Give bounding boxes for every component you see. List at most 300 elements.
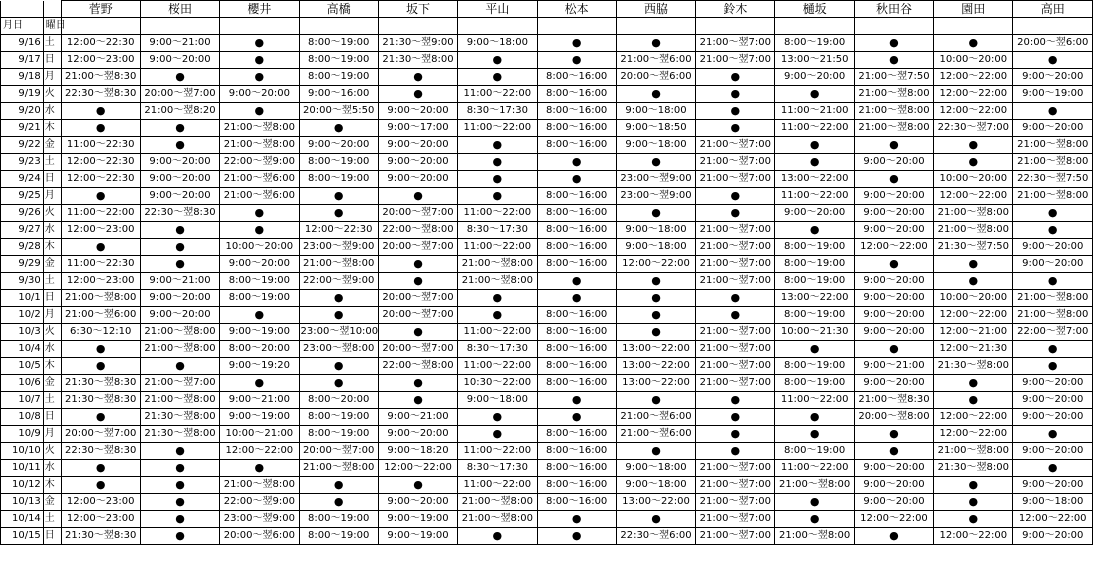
day-off-cell[interactable]: ●	[140, 358, 219, 375]
shift-time-cell[interactable]: 9:00～20:00	[854, 324, 933, 341]
shift-time-cell[interactable]: 21:00～翌7:00	[696, 494, 775, 511]
weekday-cell[interactable]: 日	[43, 171, 61, 188]
shift-time-cell[interactable]: 23:00～翌8:00	[299, 341, 378, 358]
shift-time-cell[interactable]: 12:00～22:00	[1013, 511, 1093, 528]
shift-time-cell[interactable]: 9:00～19:00	[1013, 86, 1093, 103]
empty-header-cell[interactable]	[537, 18, 616, 35]
name-header-cell[interactable]: 樋坂	[775, 1, 854, 18]
shift-time-cell[interactable]: 21:00～翌8:00	[458, 256, 537, 273]
shift-time-cell[interactable]: 22:30～翌6:00	[616, 528, 695, 545]
weekday-cell[interactable]: 金	[43, 375, 61, 392]
shift-time-cell[interactable]: 20:00～翌5:50	[299, 103, 378, 120]
weekday-cell[interactable]: 木	[43, 120, 61, 137]
day-off-cell[interactable]: ●	[378, 188, 457, 205]
shift-time-cell[interactable]: 12:00～23:00	[61, 511, 140, 528]
corner-cell[interactable]	[43, 1, 61, 18]
day-off-cell[interactable]: ●	[934, 511, 1013, 528]
date-cell[interactable]: 10/11	[1, 460, 44, 477]
shift-time-cell[interactable]: 21:00～翌7:00	[696, 154, 775, 171]
shift-time-cell[interactable]: 21:00～翌8:00	[1013, 154, 1093, 171]
shift-time-cell[interactable]: 21:00～翌7:00	[696, 460, 775, 477]
shift-time-cell[interactable]: 8:00～16:00	[537, 477, 616, 494]
shift-time-cell[interactable]: 21:00～翌8:00	[934, 205, 1013, 222]
shift-time-cell[interactable]: 21:30～翌9:00	[378, 35, 457, 52]
shift-time-cell[interactable]: 12:00～22:30	[61, 35, 140, 52]
shift-time-cell[interactable]: 12:00～23:00	[61, 494, 140, 511]
shift-time-cell[interactable]: 21:00～翌8:00	[458, 273, 537, 290]
shift-time-cell[interactable]: 9:00～20:00	[775, 205, 854, 222]
day-off-cell[interactable]: ●	[458, 188, 537, 205]
date-cell[interactable]: 9/21	[1, 120, 44, 137]
name-header-cell[interactable]: 坂下	[378, 1, 457, 18]
day-off-cell[interactable]: ●	[61, 341, 140, 358]
shift-time-cell[interactable]: 12:00～22:00	[934, 103, 1013, 120]
day-off-cell[interactable]: ●	[616, 205, 695, 222]
weekday-cell[interactable]: 金	[43, 494, 61, 511]
day-off-cell[interactable]: ●	[616, 290, 695, 307]
shift-time-cell[interactable]: 20:00～翌7:00	[378, 307, 457, 324]
date-cell[interactable]: 10/8	[1, 409, 44, 426]
day-off-cell[interactable]: ●	[934, 256, 1013, 273]
shift-time-cell[interactable]: 21:30～翌8:30	[61, 392, 140, 409]
date-cell[interactable]: 9/17	[1, 52, 44, 69]
day-off-cell[interactable]: ●	[378, 256, 457, 273]
shift-time-cell[interactable]: 21:00～翌8:00	[934, 222, 1013, 239]
name-header-cell[interactable]: 高橋	[299, 1, 378, 18]
day-off-cell[interactable]: ●	[61, 103, 140, 120]
shift-time-cell[interactable]: 11:00～22:30	[61, 256, 140, 273]
name-header-cell[interactable]: 園田	[934, 1, 1013, 18]
shift-time-cell[interactable]: 8:00～19:00	[775, 358, 854, 375]
day-off-cell[interactable]: ●	[220, 35, 299, 52]
shift-time-cell[interactable]: 6:30～12:10	[61, 324, 140, 341]
shift-time-cell[interactable]: 9:00～20:00	[854, 477, 933, 494]
shift-time-cell[interactable]: 21:00～翌6:00	[616, 426, 695, 443]
shift-time-cell[interactable]: 9:00～20:00	[140, 171, 219, 188]
empty-header-cell[interactable]	[775, 18, 854, 35]
shift-time-cell[interactable]: 9:00～20:00	[1013, 69, 1093, 86]
shift-time-cell[interactable]: 11:00～22:00	[775, 188, 854, 205]
day-off-cell[interactable]: ●	[854, 341, 933, 358]
shift-time-cell[interactable]: 9:00～20:00	[140, 290, 219, 307]
shift-time-cell[interactable]: 12:00～22:30	[61, 154, 140, 171]
shift-time-cell[interactable]: 9:00～20:00	[140, 188, 219, 205]
day-off-cell[interactable]: ●	[854, 528, 933, 545]
day-off-cell[interactable]: ●	[537, 171, 616, 188]
shift-time-cell[interactable]: 11:00～22:00	[458, 443, 537, 460]
name-header-cell[interactable]: 松本	[537, 1, 616, 18]
shift-time-cell[interactable]: 9:00～20:00	[854, 188, 933, 205]
shift-time-cell[interactable]: 21:30～翌8:30	[61, 375, 140, 392]
day-off-cell[interactable]: ●	[378, 69, 457, 86]
day-off-cell[interactable]: ●	[458, 528, 537, 545]
day-off-cell[interactable]: ●	[458, 307, 537, 324]
shift-time-cell[interactable]: 8:00～16:00	[537, 460, 616, 477]
day-off-cell[interactable]: ●	[299, 205, 378, 222]
date-cell[interactable]: 10/4	[1, 341, 44, 358]
empty-header-cell[interactable]	[220, 18, 299, 35]
shift-time-cell[interactable]: 8:00～19:00	[775, 239, 854, 256]
shift-time-cell[interactable]: 21:00～翌8:00	[775, 477, 854, 494]
shift-time-cell[interactable]: 8:00～16:00	[537, 375, 616, 392]
day-off-cell[interactable]: ●	[616, 273, 695, 290]
shift-time-cell[interactable]: 21:00～翌8:20	[140, 103, 219, 120]
shift-time-cell[interactable]: 12:00～22:00	[934, 188, 1013, 205]
shift-time-cell[interactable]: 9:00～20:00	[140, 52, 219, 69]
shift-time-cell[interactable]: 21:00～翌7:00	[696, 137, 775, 154]
shift-time-cell[interactable]: 9:00～19:20	[220, 358, 299, 375]
empty-header-cell[interactable]	[378, 18, 457, 35]
shift-time-cell[interactable]: 8:00～20:00	[299, 392, 378, 409]
name-header-cell[interactable]: 西脇	[616, 1, 695, 18]
day-off-cell[interactable]: ●	[140, 460, 219, 477]
shift-time-cell[interactable]: 13:00～22:00	[775, 171, 854, 188]
shift-time-cell[interactable]: 12:00～23:00	[61, 222, 140, 239]
day-off-cell[interactable]: ●	[220, 222, 299, 239]
shift-time-cell[interactable]: 21:00～翌7:00	[696, 256, 775, 273]
shift-time-cell[interactable]: 9:00～20:00	[1013, 120, 1093, 137]
shift-time-cell[interactable]: 20:00～翌7:00	[140, 86, 219, 103]
shift-time-cell[interactable]: 12:00～22:00	[854, 239, 933, 256]
shift-time-cell[interactable]: 21:00～翌8:00	[1013, 290, 1093, 307]
day-off-cell[interactable]: ●	[140, 69, 219, 86]
empty-header-cell[interactable]	[934, 18, 1013, 35]
date-cell[interactable]: 10/9	[1, 426, 44, 443]
shift-time-cell[interactable]: 10:00～21:30	[775, 324, 854, 341]
shift-time-cell[interactable]: 8:00～16:00	[537, 358, 616, 375]
day-off-cell[interactable]: ●	[854, 137, 933, 154]
shift-time-cell[interactable]: 22:30～翌8:30	[61, 443, 140, 460]
shift-time-cell[interactable]: 21:00～翌7:00	[696, 528, 775, 545]
weekday-cell[interactable]: 木	[43, 477, 61, 494]
shift-time-cell[interactable]: 11:00～22:00	[458, 239, 537, 256]
weekday-cell[interactable]: 月	[43, 69, 61, 86]
date-cell[interactable]: 9/28	[1, 239, 44, 256]
shift-time-cell[interactable]: 21:30～翌8:00	[140, 426, 219, 443]
empty-header-cell[interactable]	[299, 18, 378, 35]
day-off-cell[interactable]: ●	[458, 69, 537, 86]
shift-time-cell[interactable]: 8:00～19:00	[299, 409, 378, 426]
shift-time-cell[interactable]: 8:00～16:00	[537, 426, 616, 443]
date-cell[interactable]: 10/14	[1, 511, 44, 528]
shift-time-cell[interactable]: 21:00～翌8:00	[140, 324, 219, 341]
shift-time-cell[interactable]: 20:00～翌7:00	[378, 290, 457, 307]
shift-time-cell[interactable]: 21:00～翌8:30	[61, 69, 140, 86]
shift-time-cell[interactable]: 21:00～翌8:00	[220, 477, 299, 494]
day-off-cell[interactable]: ●	[140, 137, 219, 154]
shift-time-cell[interactable]: 8:00～19:00	[775, 443, 854, 460]
day-off-cell[interactable]: ●	[775, 86, 854, 103]
shift-time-cell[interactable]: 20:00～翌8:00	[854, 409, 933, 426]
shift-time-cell[interactable]: 8:00～16:00	[537, 222, 616, 239]
day-off-cell[interactable]: ●	[696, 392, 775, 409]
shift-time-cell[interactable]: 11:00～22:00	[458, 324, 537, 341]
shift-time-cell[interactable]: 20:00～翌6:00	[616, 69, 695, 86]
shift-time-cell[interactable]: 21:30～翌7:50	[934, 239, 1013, 256]
shift-time-cell[interactable]: 21:00～翌7:00	[696, 511, 775, 528]
shift-time-cell[interactable]: 9:00～18:50	[616, 120, 695, 137]
date-cell[interactable]: 10/1	[1, 290, 44, 307]
name-header-cell[interactable]: 平山	[458, 1, 537, 18]
shift-time-cell[interactable]: 11:00～22:00	[458, 205, 537, 222]
date-cell[interactable]: 10/7	[1, 392, 44, 409]
day-off-cell[interactable]: ●	[140, 256, 219, 273]
day-off-cell[interactable]: ●	[299, 477, 378, 494]
shift-time-cell[interactable]: 8:30～17:30	[458, 222, 537, 239]
shift-time-cell[interactable]: 21:00～翌8:00	[854, 120, 933, 137]
shift-time-cell[interactable]: 9:00～20:00	[775, 69, 854, 86]
day-off-cell[interactable]: ●	[934, 154, 1013, 171]
shift-time-cell[interactable]: 21:00～翌8:00	[61, 290, 140, 307]
shift-time-cell[interactable]: 8:00～19:00	[299, 426, 378, 443]
shift-time-cell[interactable]: 9:00～20:00	[1013, 409, 1093, 426]
shift-time-cell[interactable]: 8:30～17:30	[458, 460, 537, 477]
day-off-cell[interactable]: ●	[299, 290, 378, 307]
date-cell[interactable]: 10/10	[1, 443, 44, 460]
day-off-cell[interactable]: ●	[934, 35, 1013, 52]
shift-time-cell[interactable]: 9:00～20:00	[140, 154, 219, 171]
shift-time-cell[interactable]: 20:00～翌7:00	[378, 239, 457, 256]
shift-time-cell[interactable]: 21:30～翌8:00	[934, 460, 1013, 477]
shift-time-cell[interactable]: 22:00～翌7:00	[1013, 324, 1093, 341]
day-off-cell[interactable]: ●	[299, 120, 378, 137]
date-cell[interactable]: 9/18	[1, 69, 44, 86]
day-off-cell[interactable]: ●	[775, 137, 854, 154]
shift-time-cell[interactable]: 8:30～17:30	[458, 341, 537, 358]
date-cell[interactable]: 10/15	[1, 528, 44, 545]
day-off-cell[interactable]: ●	[696, 205, 775, 222]
shift-time-cell[interactable]: 9:00～18:00	[616, 103, 695, 120]
date-cell[interactable]: 9/24	[1, 171, 44, 188]
day-off-cell[interactable]: ●	[616, 443, 695, 460]
shift-time-cell[interactable]: 21:00～翌6:00	[616, 409, 695, 426]
shift-time-cell[interactable]: 9:00～20:00	[854, 205, 933, 222]
day-off-cell[interactable]: ●	[696, 86, 775, 103]
weekday-cell[interactable]: 火	[43, 443, 61, 460]
shift-time-cell[interactable]: 21:00～翌6:00	[220, 171, 299, 188]
shift-time-cell[interactable]: 21:00～翌8:30	[854, 392, 933, 409]
shift-time-cell[interactable]: 12:00～22:00	[934, 409, 1013, 426]
day-off-cell[interactable]: ●	[616, 86, 695, 103]
shift-time-cell[interactable]: 9:00～20:00	[854, 494, 933, 511]
shift-time-cell[interactable]: 22:00～翌8:00	[378, 358, 457, 375]
shift-time-cell[interactable]: 21:30～翌8:30	[61, 528, 140, 545]
day-off-cell[interactable]: ●	[378, 273, 457, 290]
shift-time-cell[interactable]: 10:00～21:00	[220, 426, 299, 443]
empty-header-cell[interactable]	[458, 18, 537, 35]
shift-time-cell[interactable]: 9:00～20:00	[854, 307, 933, 324]
shift-time-cell[interactable]: 12:00～23:00	[61, 273, 140, 290]
shift-time-cell[interactable]: 8:00～16:00	[537, 120, 616, 137]
day-off-cell[interactable]: ●	[1013, 103, 1093, 120]
shift-time-cell[interactable]: 21:00～翌8:00	[220, 120, 299, 137]
date-cell[interactable]: 9/16	[1, 35, 44, 52]
shift-time-cell[interactable]: 10:00～20:00	[934, 171, 1013, 188]
day-off-cell[interactable]: ●	[934, 273, 1013, 290]
shift-time-cell[interactable]: 9:00～20:00	[854, 460, 933, 477]
day-off-cell[interactable]: ●	[775, 154, 854, 171]
shift-time-cell[interactable]: 21:00～翌7:00	[696, 52, 775, 69]
empty-header-cell[interactable]	[1013, 18, 1093, 35]
day-off-cell[interactable]: ●	[220, 52, 299, 69]
day-off-cell[interactable]: ●	[61, 460, 140, 477]
empty-header-cell[interactable]	[616, 18, 695, 35]
shift-time-cell[interactable]: 9:00～20:00	[378, 426, 457, 443]
shift-time-cell[interactable]: 21:00～翌8:00	[934, 443, 1013, 460]
weekday-cell[interactable]: 水	[43, 222, 61, 239]
shift-time-cell[interactable]: 9:00～20:00	[299, 137, 378, 154]
shift-time-cell[interactable]: 9:00～17:00	[378, 120, 457, 137]
day-off-cell[interactable]: ●	[616, 307, 695, 324]
shift-time-cell[interactable]: 9:00～20:00	[1013, 477, 1093, 494]
shift-time-cell[interactable]: 8:30～17:30	[458, 103, 537, 120]
shift-time-cell[interactable]: 8:00～19:00	[299, 69, 378, 86]
shift-time-cell[interactable]: 20:00～翌7:00	[299, 443, 378, 460]
shift-time-cell[interactable]: 11:00～22:00	[61, 205, 140, 222]
shift-time-cell[interactable]: 12:00～21:00	[934, 324, 1013, 341]
shift-time-cell[interactable]: 21:00～翌7:50	[854, 69, 933, 86]
shift-time-cell[interactable]: 8:00～19:00	[299, 35, 378, 52]
shift-time-cell[interactable]: 21:00～翌7:00	[696, 341, 775, 358]
day-off-cell[interactable]: ●	[61, 409, 140, 426]
day-off-cell[interactable]: ●	[140, 443, 219, 460]
shift-time-cell[interactable]: 9:00～18:00	[616, 460, 695, 477]
day-off-cell[interactable]: ●	[1013, 222, 1093, 239]
date-cell[interactable]: 9/26	[1, 205, 44, 222]
weekday-cell[interactable]: 日	[43, 290, 61, 307]
shift-time-cell[interactable]: 8:00～19:00	[775, 375, 854, 392]
day-off-cell[interactable]: ●	[61, 358, 140, 375]
shift-time-cell[interactable]: 20:00～翌6:00	[220, 528, 299, 545]
date-cell[interactable]: 10/5	[1, 358, 44, 375]
weekday-cell[interactable]: 月	[43, 307, 61, 324]
shift-time-cell[interactable]: 20:00～翌7:00	[378, 205, 457, 222]
shift-time-cell[interactable]: 21:00～翌7:00	[696, 477, 775, 494]
shift-time-cell[interactable]: 9:00～20:00	[220, 86, 299, 103]
shift-time-cell[interactable]: 8:00～16:00	[537, 341, 616, 358]
day-off-cell[interactable]: ●	[140, 222, 219, 239]
shift-time-cell[interactable]: 8:00～16:00	[537, 239, 616, 256]
day-off-cell[interactable]: ●	[775, 494, 854, 511]
day-off-cell[interactable]: ●	[458, 154, 537, 171]
shift-time-cell[interactable]: 9:00～18:00	[616, 239, 695, 256]
shift-time-cell[interactable]: 8:00～16:00	[537, 494, 616, 511]
shift-time-cell[interactable]: 21:00～翌8:00	[775, 528, 854, 545]
day-off-cell[interactable]: ●	[537, 511, 616, 528]
shift-time-cell[interactable]: 9:00～21:00	[220, 392, 299, 409]
shift-time-cell[interactable]: 9:00～18:20	[378, 443, 457, 460]
date-cell[interactable]: 10/2	[1, 307, 44, 324]
weekday-cell[interactable]: 金	[43, 137, 61, 154]
name-header-cell[interactable]: 櫻井	[220, 1, 299, 18]
shift-time-cell[interactable]: 9:00～18:00	[458, 392, 537, 409]
day-off-cell[interactable]: ●	[696, 120, 775, 137]
shift-time-cell[interactable]: 12:00～22:00	[854, 511, 933, 528]
day-off-cell[interactable]: ●	[458, 171, 537, 188]
shift-time-cell[interactable]: 21:00～翌8:00	[458, 511, 537, 528]
shift-time-cell[interactable]: 12:00～22:30	[299, 222, 378, 239]
shift-time-cell[interactable]: 22:30～翌7:50	[1013, 171, 1093, 188]
day-off-cell[interactable]: ●	[616, 511, 695, 528]
day-off-cell[interactable]: ●	[220, 375, 299, 392]
shift-time-cell[interactable]: 12:00～22:00	[934, 69, 1013, 86]
day-off-cell[interactable]: ●	[934, 477, 1013, 494]
shift-time-cell[interactable]: 23:00～翌9:00	[220, 511, 299, 528]
shift-time-cell[interactable]: 8:00～19:00	[220, 273, 299, 290]
shift-time-cell[interactable]: 10:00～20:00	[934, 52, 1013, 69]
shift-time-cell[interactable]: 12:00～21:30	[934, 341, 1013, 358]
day-off-cell[interactable]: ●	[696, 290, 775, 307]
weekday-cell[interactable]: 日	[43, 528, 61, 545]
date-cell[interactable]: 9/22	[1, 137, 44, 154]
day-off-cell[interactable]: ●	[616, 154, 695, 171]
shift-time-cell[interactable]: 10:00～20:00	[220, 239, 299, 256]
shift-time-cell[interactable]: 21:00～翌7:00	[696, 171, 775, 188]
shift-time-cell[interactable]: 20:00～翌7:00	[61, 426, 140, 443]
shift-time-cell[interactable]: 8:00～19:00	[299, 154, 378, 171]
day-column-header[interactable]: 曜日	[43, 18, 61, 35]
weekday-cell[interactable]: 土	[43, 35, 61, 52]
shift-time-cell[interactable]: 21:00～翌7:00	[696, 324, 775, 341]
date-cell[interactable]: 9/20	[1, 103, 44, 120]
shift-time-cell[interactable]: 9:00～20:00	[378, 154, 457, 171]
shift-time-cell[interactable]: 21:00～翌6:00	[61, 307, 140, 324]
shift-time-cell[interactable]: 8:00～19:00	[299, 511, 378, 528]
shift-time-cell[interactable]: 22:30～翌8:30	[61, 86, 140, 103]
shift-time-cell[interactable]: 9:00～19:00	[378, 511, 457, 528]
shift-time-cell[interactable]: 12:00～22:30	[61, 171, 140, 188]
shift-time-cell[interactable]: 8:00～19:00	[775, 307, 854, 324]
day-off-cell[interactable]: ●	[1013, 460, 1093, 477]
weekday-cell[interactable]: 土	[43, 511, 61, 528]
date-cell[interactable]: 10/13	[1, 494, 44, 511]
day-off-cell[interactable]: ●	[140, 528, 219, 545]
day-off-cell[interactable]: ●	[537, 35, 616, 52]
weekday-cell[interactable]: 水	[43, 341, 61, 358]
weekday-cell[interactable]: 月	[43, 426, 61, 443]
day-off-cell[interactable]: ●	[140, 494, 219, 511]
day-off-cell[interactable]: ●	[854, 256, 933, 273]
shift-time-cell[interactable]: 21:00～翌8:00	[1013, 188, 1093, 205]
shift-time-cell[interactable]: 21:00～翌7:00	[696, 222, 775, 239]
day-off-cell[interactable]: ●	[140, 239, 219, 256]
shift-time-cell[interactable]: 22:00～翌9:00	[299, 273, 378, 290]
shift-time-cell[interactable]: 12:00～22:00	[220, 443, 299, 460]
shift-time-cell[interactable]: 9:00～20:00	[854, 375, 933, 392]
day-off-cell[interactable]: ●	[537, 52, 616, 69]
shift-time-cell[interactable]: 12:00～22:00	[934, 307, 1013, 324]
shift-time-cell[interactable]: 21:00～翌7:00	[696, 35, 775, 52]
shift-time-cell[interactable]: 8:00～19:00	[775, 35, 854, 52]
date-column-header[interactable]: 月日	[1, 18, 44, 35]
shift-time-cell[interactable]: 9:00～18:00	[458, 35, 537, 52]
shift-time-cell[interactable]: 22:00～翌9:00	[220, 494, 299, 511]
shift-time-cell[interactable]: 21:00～翌8:00	[220, 137, 299, 154]
shift-time-cell[interactable]: 13:00～22:00	[775, 290, 854, 307]
day-off-cell[interactable]: ●	[140, 477, 219, 494]
shift-time-cell[interactable]: 9:00～16:00	[299, 86, 378, 103]
shift-time-cell[interactable]: 12:00～22:00	[616, 256, 695, 273]
day-off-cell[interactable]: ●	[220, 307, 299, 324]
empty-header-cell[interactable]	[696, 18, 775, 35]
date-cell[interactable]: 10/12	[1, 477, 44, 494]
shift-time-cell[interactable]: 11:00～22:00	[458, 120, 537, 137]
day-off-cell[interactable]: ●	[775, 222, 854, 239]
shift-time-cell[interactable]: 8:00～16:00	[537, 86, 616, 103]
shift-time-cell[interactable]: 21:00～翌8:00	[458, 494, 537, 511]
shift-time-cell[interactable]: 21:00～翌8:00	[140, 341, 219, 358]
shift-time-cell[interactable]: 8:00～19:00	[775, 273, 854, 290]
